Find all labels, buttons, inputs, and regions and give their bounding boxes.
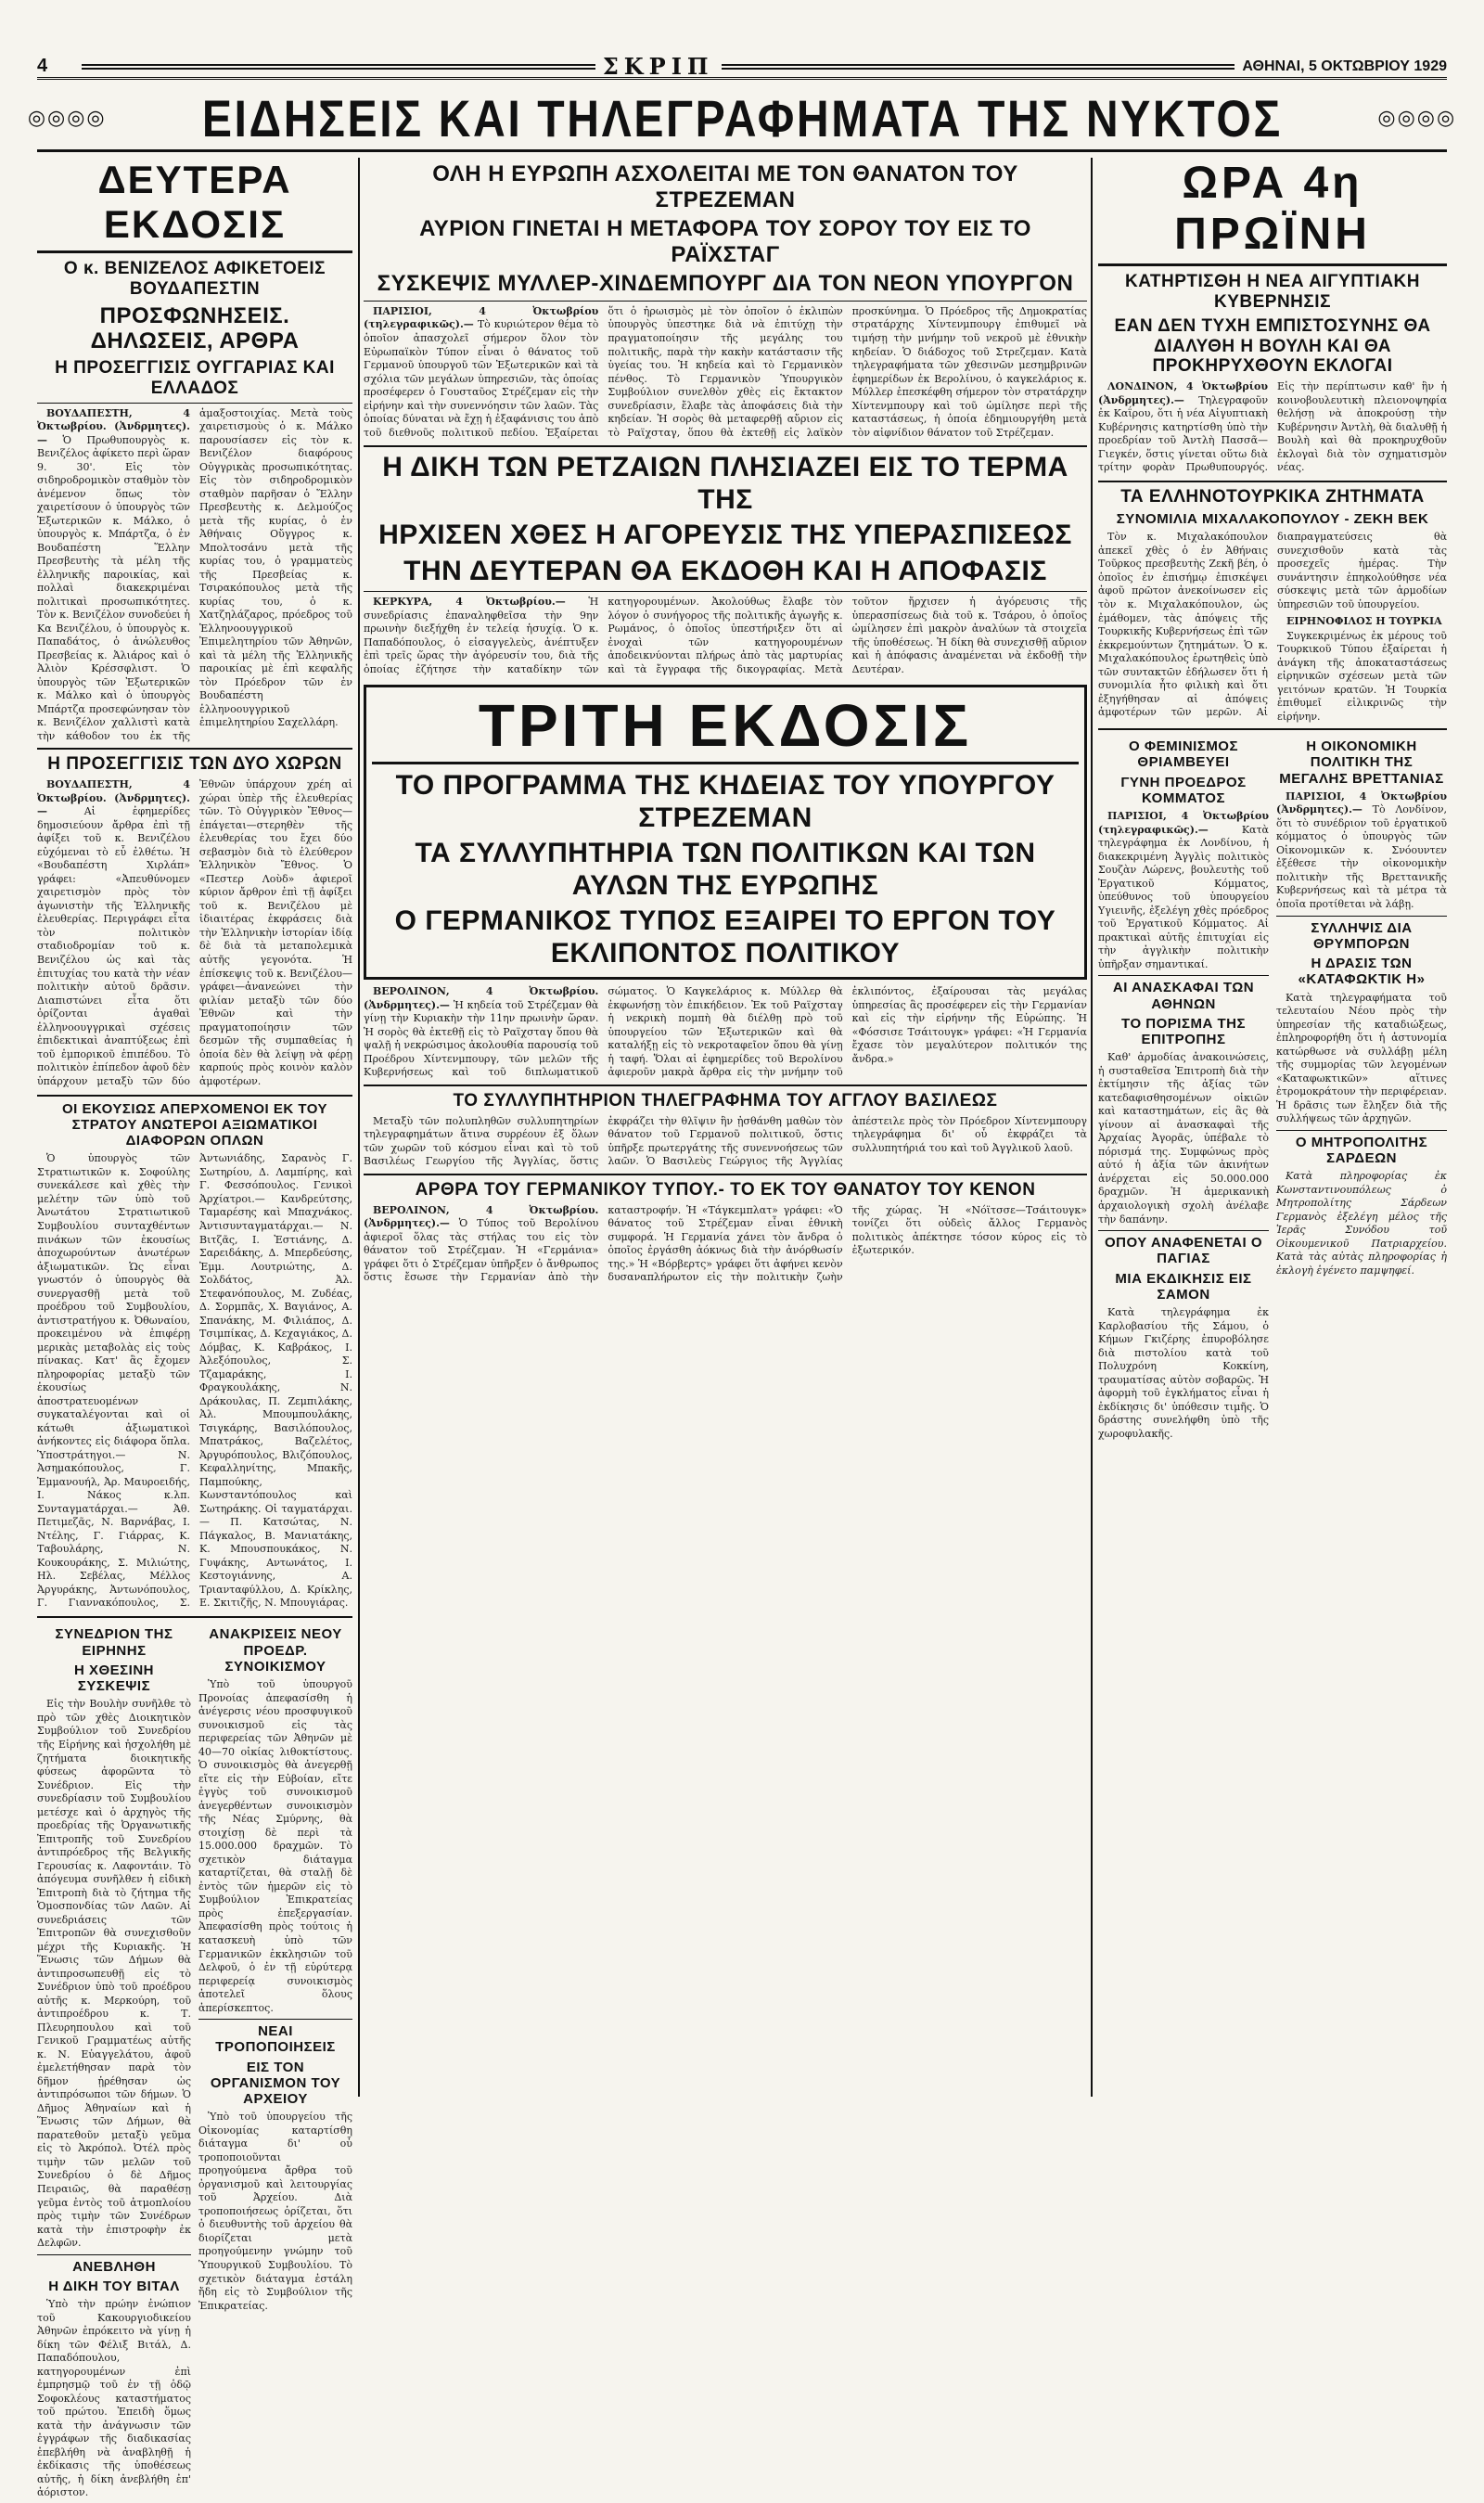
- headline: Ο ΓΕΡΜΑΝΙΚΟΣ ΤΥΠΟΣ ΕΞΑΙΡΕΙ ΤΟ ΕΡΓΟΝ ΤΟΥ ΕΚΛΙΠΟΝΤΟΣ ΠΟΛΙΤΙΚΟΥ: [394, 905, 1056, 969]
- headline: ΗΡΧΙΣΕΝ ΧΘΕΣ Η ΑΓΟΡΕΥΣΙΣ ΤΗΣ ΥΠΕΡΑΣΠΙΣΕΩΣ: [378, 520, 1072, 551]
- edition-kicker: ΩΡΑ 4η ΠΡΩΪΝΗ: [1098, 158, 1447, 266]
- article-body: [1098, 1051, 1269, 1226]
- article-body: [364, 1204, 1087, 1285]
- top-rule: [722, 64, 1235, 70]
- ornament-icon: ◎◎◎◎: [1377, 107, 1457, 130]
- headline: ΤΑ ΣΥΛΛΥΠΗΤΗΡΙΑ ΤΩΝ ΠΟΛΙΤΙΚΩΝ ΚΑΙ ΤΩΝ ΑΥΛΩΝ ΤΗΣ ΕΥΡΩΠΗΣ: [415, 838, 1036, 901]
- dateline: ΠΑΡΙΣΙΟΙ, 4 Ὀκτωβρίου (τηλεγραφικῶς).—: [1098, 810, 1269, 836]
- headline: ΚΑΤΗΡΤΙΣΘΗ Η ΝΕΑ ΑΙΓΥΠΤΙΑΚΗ ΚΥΒΕΡΝΗΣΙΣ: [1125, 272, 1420, 312]
- bottom-split: [37, 1623, 352, 2502]
- article-body: [37, 1152, 352, 1611]
- body-text: Ὑπὸ τοῦ ὑπουργείου τῆς Οἰκονομίας καταρτίσθη διάταγμα δι' οὗ τροποποιοῦνται προηγούμενα ἄρθρα τοῦ ὀργανισμοῦ καὶ λειτουργίας τοῦ Ἀρχείου. Διὰ τροποποιήσεως ὁρίζεται, ὅτι ὁ διευθυντὴς τοῦ ἀρχείου θὰ διορίζεται μετὰ προηγούμενην γνώμην τοῦ Ὑπουργικοῦ Συμβουλίου. Τὸ σχετικὸν διάταγμα ἐστάλη ἤδη εἰς τὸ Συμβούλιον τῆς Ἐπικρατείας.: [198, 2111, 352, 2312]
- article-peace-congress: [37, 1623, 191, 2502]
- headline: ΤΟ ΠΡΟΓΡΑΜΜΑ ΤΗΣ ΚΗΔΕΙΑΣ ΤΟΥ ΥΠΟΥΡΓΟΥ ΣΤΡΕΖΕΜΑΝ: [395, 770, 1055, 833]
- headline: ΑΝΑΚΡΙΣΕΙΣ ΝΕΟΥ ΠΡΟΕΔΡ. ΣΥΝΟΙΚΙΣΜΟΥ: [209, 1626, 342, 1675]
- page-number: 4: [37, 56, 48, 76]
- section-banner: [27, 87, 1457, 152]
- article-venizelos: [37, 259, 352, 743]
- body-text: Ἡ κηδεία τοῦ Στρέζεμαν θὰ γίνῃ τὴν Κυριακὴν τὴν 11ην πρωινὴν ὥραν. Ἡ σορὸς θὰ ἐκτεθῇ εἰς τὸ Ραϊχσταγ ὅπου θὰ ψαλῇ ἡ νεκρώσιμος ἀκολουθία παρουσίᾳ τοῦ Προέδρου Χίντενμπουργ, τῶν μελῶν τῆς Κυβερνήσεως καὶ τοῦ διπλωματικοῦ σώματος. Ὁ Καγκελάριος κ. Μύλλερ θὰ ἐκφωνήσῃ τὸν ἐπικήδειον. Ἐκ τοῦ Ραϊχσταγ ἡ νεκρικὴ πομπὴ θὰ διέλθῃ πρὸ τοῦ ὑπουργείου τῶν Ἐξωτερικῶν καὶ θὰ καταλήξῃ εἰς τὸ νεκροταφεῖον ὅπου θὰ γίνῃ ἡ ταφή. Ὅλαι αἱ ἐφημερίδες τοῦ Βερολίνου ἀφιεροῦν μακρὰ ἄρθρα εἰς τὴν μνήμην τοῦ ἐκλιπόντος, ἐξαίρουσαι τὰς μεγάλας ὑπηρεσίας ἃς προσέφερεν εἰς τὴν Γερμανίαν καὶ εἰς τὴν εἰρήνην τῆς Εὐρώπης. Ἡ «Φόσσισε Τσάιτουγκ» γράφει: «Ἡ Γερμανία ἔχασε τὸν μεγαλύτερον πολιτικόν της ἄνδρα.»: [364, 985, 1087, 1079]
- body-text: Ὁ ὑπουργὸς τῶν Στρατιωτικῶν κ. Σοφούλης συνεκάλεσε καὶ χθὲς τὴν μελέτην τῶν ὑπὸ τοῦ Ἀνωτάτου Στρατιωτικοῦ Συμβουλίου συνταχθέντων πινάκων τῶν ἑκουσίως ἀποχωρούντων ἀνωτέρων ἀξιωματικῶν. Ὡς εἶναι γνωστόν ὁ ὑπουργὸς θὰ συνεργασθῇ μετὰ τοῦ προέδρου τοῦ Συμβουλίου, ἀντιστρατήγου κ. Ὀθωναίου, προκειμένου νὰ ἐπιφέρῃ μερικὰς μεταβολὰς εἰς τοὺς πίνακας. Κατ' ἃς ἔχομεν πληροφορίας μεταξὺ τῶν ἑκουσίως ἀποστρατευομένων συγκαταλέγονται καὶ οἱ κάτωθι ἀξιωματικοὶ ἀνήκοντες εἰς διάφορα ὅπλα. Ὑποστράτηγοι.— Ν. Ἀσημακόπουλος, Γ. Ἐμμανουήλ, Ἀρ. Μαυροειδής, Ι. Νάκος κ.λπ. Συνταγματάρχαι.— Ἀθ. Πετιμεζᾶς, Ν. Βαρνάβας, Ι. Ντέλης, Γ. Γιάρρας, Κ. Ταβουλάρης, Ν. Κουκουράκης, Σ. Μιλιώτης, Ηλ. Σεβέλας, Μέλλος Ἀργυράκης, Ἀντωνόπουλος, Γ. Γιαννακόπουλος, Σ. Ἀντωνιάδης, Σαρανὸς Γ. Σωτηρίου, Δ. Λαμπίρης, καὶ Γ. Φεσσόπουλος. Γενικοὶ Ἀρχίατροι.— Κανδρεύτσης, Ταμαρέσης καὶ Μπαχνάκος. Ἀντισυνταγματάρχαι.— Ν. Βιτζᾶς, Ι. Ἐστιάνης, Δ. Σαρειδάκης, Δ. Μπερδεύσης, Ἐμμ. Λουτριώτης, Δ. Σολδάτος, Ἀλ. Στεφανόπουλος, Μ. Ζυδέας, Δ. Σορμπᾶς, Χ. Βαγιάνος, Α. Σπανάκης, Μ. Φιλιάπος, Δ. Τσιμπίκας, Δ. Κεχαγιάκος, Δ. Δόμβας, Κ. Καβράκος, Ι. Ἀλεξόπουλος, Σ. Τζαμαράκης, Ι. Φραγκουλάκης, Ν. Δράκουλας, Π. Ζεμπιλάκης, Ἀλ. Μπουμπουλάκης, Τσιγκάρης, Βασιλόπουλος, Μπατράκος, Βαζελέτος, Ἀργυρόπουλος, Βλιζόπουλος, Κεφαλληνίτης, Μπακῆς, Παμπούκης, Κωνσταντόπουλος καὶ Σωτηράκης. Οἱ ταγματάρχαι.— Π. Κατσώτας, Ν. Πάγκαλος, Β. Μανιατάκης, Κ. Μπουσπουκάκος, Ν. Γυψάκης, Αντωνάτος, Ι. Κεστογιάννης, Α. Τριανταφύλλου, Δ. Κρίκλης, Ε. Σκιτιζῆς, Ν. Μπουγιάρας.: [37, 1152, 352, 1610]
- dateline: ΠΑΡΙΣΙΟΙ, 4 Ὀκτωβρίου (τηλεγραφικῶς).—: [364, 304, 599, 331]
- headline: ΑΡΘΡΑ ΤΟΥ ΓΕΡΜΑΝΙΚΟΥ ΤΥΠΟΥ.- ΤΟ ΕΚ ΤΟΥ ΘΑΝΑΤΟΥ ΤΟΥ ΚΕΝΟΝ: [415, 1179, 1036, 1200]
- article-body: [37, 1698, 191, 2250]
- article-body: [364, 1115, 1087, 1169]
- right-split: [1098, 735, 1447, 1444]
- headline: ΣΥΝΟΜΙΛΙΑ ΜΙΧΑΛΑΚΟΠΟΥΛΟΥ - ΖΕΚΗ ΒΕΚ: [1116, 511, 1429, 528]
- headline: ΤΟ ΠΟΡΙΣΜΑ ΤΗΣ ΕΠΙΤΡΟΠΗΣ: [1121, 1015, 1246, 1048]
- headline: ΓΥΝΗ ΠΡΟΕΔΡΟΣ ΚΟΜΜΑΤΟΣ: [1120, 774, 1247, 806]
- headline: ΕΑΝ ΔΕΝ ΤΥΧΗ ΕΜΠΙΣΤΟΣΥΝΗΣ ΘΑ ΔΙΑΛΥΘΗ Η ΒΟΥΛΗ ΚΑΙ ΘΑ ΠΡΟΚΗΡΥΧΘΟΥΝ ΕΚΛΟΓΑΙ: [1114, 315, 1431, 377]
- column-center: [364, 158, 1087, 2097]
- article-german-press: [364, 1180, 1087, 1285]
- article-settlement: [198, 1623, 352, 2502]
- body-text: Αἱ ἐφημερίδες δημοσιεύουν ἄρθρα ἐπὶ τῇ ἀφίξει τοῦ κ. Βενιζέλου εὐχόμεναι τὸ εὖ ἐλθέτω. Ἡ «Βουδαπέστη Χιρλάπ» γράφει: «Ἀπευθύνομεν χαιρετισμὸν πρὸς τὸν ἀγωνιστὴν τῆς Ἑλληνικῆς ἐλευθερίας. Περιγράφει εἶτα τὸν πολιτικὸν σταδιοδρομίαν τοῦ κ. Βενιζέλου ὡς καὶ τὰς ἐπιτυχίας του κατὰ τὴν νέαν πολιτικὴν αὐτοῦ δρᾶσιν. Διαπιστώνει εἶτα ὅτι ὁρίζονται ἀγαθαὶ ἑλληνοουγγρικαὶ σχέσεις ἐπιδεκτικαὶ ἀναπτύξεως ἐπὶ τοῦ ἐμπορικοῦ ἐπιπέδου. Τὸ πολιτικὸν ἐπίπεδον ἀφοῦ δὲν ὑπάρχουν μεταξὺ τῶν δύο Ἐθνῶν ὑπάρχουν χρέη αἱ χώραι ὑπὲρ τῆς ἐλευθερίας τῶν. Τὸ Οὐγγρικὸν Ἔθνος—ἐπάγεται—στερηθὲν τῆς ἐλευθερίας του ἔχει δύο σεβασμὸν διὰ τὸ ἐλεύθερον Ἑλληνικὸν Ἔθνος. Ὁ «Πεστερ Λοὺδ» ἀφιεροῖ κύριον ἄρθρον ἐπὶ τῇ ἀφίξει τοῦ κ. Βενιζέλου μὲ ἰδιαιτέρας ἐκφράσεις διὰ τὴν Ἑλληνικὴν ἱστορίαν ἰδίᾳ δὲ διὰ τὰ μεταπολεμικὰ αὐτῆς γεγονότα. Ἡ ἐπίσκεψις τοῦ κ. Βενιζέλου—γράφει—ἀνανεώνει τὴν φιλίαν μεταξὺ τῶν δύο Ἐθνῶν καὶ τὴν πραγματοποίησιν τῶν δεσμῶν τῆς συμπαθείας ἡ ὁποία δὲν θὰ λείψῃ νὰ φέρῃ καρπούς πρὸς κοινὸν καλὸν ἀμφοτέρων.: [37, 778, 352, 1087]
- article-body: [37, 778, 352, 1089]
- banner-title: ΕΙΔΗΣΕΙΣ ΚΑΙ ΤΗΛΕΓΡΑΦΗΜΑΤΑ ΤΗΣ ΝΥΚΤΟΣ: [201, 89, 1283, 148]
- body-text: Ὁ Πρωθυπουργὸς κ. Βενιζέλος ἀφίκετο περὶ ὥραν 9. 30'. Εἰς τὸν σιδηροδρομικὸν σταθμὸν τὸν ἀνέμενον ὅπως τὸν χαιρετίσουν ὁ ὑπουργὸς τῶν Ἐξωτερικῶν κ. Μάλκο, ὁ ὑπουργὸς κ. Μπάρτζα, ὁ ἐν Βουδαπέστη Ἕλλην Πρεσβευτὴς τὰ μέλη τῆς ἑλληνικῆς παροικίας, καὶ πολλαὶ διακεκριμέναι πολιτικαὶ προσωπικότητες. Τὸν κ. Βενιζέλον συνοδεύει ἡ Κα Βενιζέλου, ὁ ὑπουργὸς κ. Παπαδάτος, ὁ ἀνώλευθος Πρεσβείας κ. Ἀλιάρος καὶ ὁ Ἀλιὸν Κρέσσφλιστ. Ὁ ὑπουργὸς τῶν Ἐξωτερικῶν κ. Μάλκο καὶ ὁ ὑπουργὸς Μπάρτζα προσεφώνησαν τὸν κ. Βενιζέλον χαλλιστὶ κατὰ τὴν κάθοδον του ἐκ τῆς ἁμαξοστοιχίας. Μετὰ τοὺς χαιρετισμοὺς ὁ κ. Μάλκο παρουσίασεν εἰς τὸν κ. Βενιζέλον διαφόρους Οὐγγρικὰς προσωπικότητας. Εἰς τὸν σιδηροδρομικὸν σταθμὸν παρῆσαν ὁ Ἕλλην Πρεσβευτὴς κ. Δελμούζος μετὰ τῆς κυρίας, ὁ ἐν Ἀθήναις Οὔγγρος κ. Μπολτοσάνυ μετὰ τῆς κυρίας του, ὁ γραμματεὺς τῆς Πρεσβείας κ. Τσιρακόπουλος μετὰ τῆς κυρίας του, ὁ κ. Χατζηλάζαρος, πρόεδρος τοῦ Ἑλληνοουγγρικοῦ Ἐπιμελητηρίου τῶν Ἀθηνῶν, καὶ τὰ μέλη τῆς Ἑλληνικῆς παροικίας μὲ ἐπὶ κεφαλῆς τὸν Πρόεδρον τῶν ἐν Βουδαπέστη ἑλληνοουγγρικοῦ ἐπιμελητηρίου Σαχελλάρη.: [37, 406, 352, 742]
- article-officers: [37, 1101, 352, 1612]
- headline: ΟΙ ΕΚΟΥΣΙΩΣ ΑΠΕΡΧΟΜΕΝΟΙ ΕΚ ΤΟΥ ΣΤΡΑΤΟΥ ΑΝΩΤΕΡΟΙ ΑΞΙΩΜΑΤΙΚΟΙ ΔΙΑΦΟΡΩΝ ΟΠΛΩΝ: [61, 1100, 328, 1149]
- headline: ΤΟ ΣΥΛΛΥΠΗΤΗΡΙΟΝ ΤΗΛΕΓΡΑΦΗΜΑ ΤΟΥ ΑΓΓΛΟΥ ΒΑΣΙΛΕΩΣ: [453, 1090, 998, 1110]
- headline: ΤΗΝ ΔΕΥΤΕΡΑΝ ΘΑ ΕΚΔΟΘΗ ΚΑΙ Η ΑΠΟΦΑΣΙΣ: [403, 555, 1047, 586]
- headline: ΤΑ ΕΛΛΗΝΟΤΟΥΡΚΙΚΑ ΖΗΤΗΜΑΤΑ: [1120, 487, 1425, 507]
- dateline: ΒΕΡΟΛΙΝΟΝ, 4 Ὀκτωβρίου. (Ἀνδρμητες).—: [364, 1203, 599, 1230]
- headline: Ο ΦΕΜΙΝΙΣΜΟΣ ΘΡΙΑΜΒΕΥΕΙ: [1129, 738, 1238, 771]
- dateline: ΒΕΡΟΛΙΝΟΝ, 4 Ὀκτωβρίου. (Ἀνδρμητες).—: [364, 985, 599, 1011]
- body-text: Εἰς τὴν Βουλὴν συνῆλθε τὸ πρὸ τῶν χθὲς Διοικητικὸν Συμβούλιον τοῦ Συνεδρίου τῆς Εἰρήνης καὶ ἠσχολήθη μὲ ζητήματα διοικητικῆς φύσεως ἀφορῶντα τὸ Συνέδριον. Εἰς τὴν συνεδρίασιν τοῦ Συμβουλίου μετέσχε καὶ ὁ ἀρχηγὸς τῆς προεδρίας τῆς Ὀργανωτικῆς Ἐπιτροπῆς τοῦ Συνεδρίου ἀντιπρόεδρος τῆς Βελγικῆς Γερουσίας κ. Λαφοντάιν. Τὸ ἀπόγευμα συνῆλθεν ἡ εἰδικὴ Ἐπιτροπὴ διὰ τὸ ζήτημα τῆς Ὁμοσπονδίας τῶν Λαῶν. Αἱ συνεδριάσεις τῶν Ἐπιτροπῶν θὰ συνεχισθοῦν μέχρι τῆς Κυριακῆς. Ἡ Ἕνωσις τῶν Δήμων θὰ ἀντιπροσωπευθῇ εἰς τὸ Συνέδριον ὑπὸ τοῦ προέδρου αὐτῆς κ. Μερκούρη, τοῦ ἀντιπροέδρου κ. Τ. Πλευρηπουλου καὶ τοῦ Γενικοῦ Γραμματέως αὐτῆς κ. Ν. Εὐαγγελάτου, ἀφοῦ ἐμελετήθησαν παρὰ τὸν δῆμον ᾑρέθησαν ὡς ἀντιπρόσωποι τῶν δήμων. Ὁ Δῆμος Ἀθηναίων καὶ ἡ Ἕνωσις τῶν Δήμων, θὰ παρατεθοῦν μεταξὺ γεῦμα εἰς τὸ Ἀκρόπολ. Ὀτέλ πρὸς τιμὴν τῶν μελῶν τοῦ Συνεδρίου ὁ δὲ Δῆμος Πειραιῶς, θὰ παραθέσῃ γεῦμα ἐντὸς τοῦ ἀτμοπλοίου πρὸς τιμὴν τῶν Συνέδρων κατὰ τὴν ἐπιστροφὴν ἐκ Δελφῶν.: [37, 1698, 191, 2250]
- headline: Η ΔΙΚΗ ΤΩΝ ΡΕΤΖΑΙΩΝ ΠΛΗΣΙΑΖΕΙ ΕΙΣ ΤΟ ΤΕΡΜΑ ΤΗΣ: [382, 452, 1068, 515]
- body-text: Κατὰ τηλεγράφημα ἐκ Καρλοβασίου τῆς Σάμου, ὁ Κήμων Γκιζέρης ἐπυροβόλησε διὰ πιστολίου κατὰ τοῦ Πολυχρόνη Κοκκίνη, τραυματίσας αὐτὸν σοβαρῶς. Ἡ ἀφορμὴ τοῦ ἐγκλήματος εἶναι ἡ ἐκδίκησις δι' ὑπόθεσιν τιμῆς. Ὁ δράστης συνελήφθη ὑπὸ τῆς χωροφυλακῆς.: [1098, 1306, 1269, 1440]
- headline: ΣΥΣΚΕΨΙΣ ΜΥΛΛΕΡ-ΧΙΝΔΕΜΠΟΥΡΓ ΔΙΑ ΤΟΝ ΝΕΟΝ ΥΠΟΥΡΓΟΝ: [377, 271, 1074, 297]
- dateline: ΒΟΥΔΑΠΕΣΤΗ, 4 Ὀκτωβρίου. (Ἀνδρμητες).—: [37, 406, 190, 446]
- body-text: Ὁ Τύπος τοῦ Βερολίνου ἀφιεροῖ ὅλας τὰς στήλας του εἰς τὸν θάνατον τοῦ Στρέζεμαν. Ἡ «Γερμάνια» γράφει ὅτι ὁ Στρέζεμαν ὑπῆρξεν ὁ ἄνθρωπος ὅστις ἔσωσε τὴν Γερμανίαν ἀπὸ τὴν καταστροφήν. Ἡ «Τάγκεμπλατ» γράφει: «Ὁ θάνατος τοῦ Στρέζεμαν εἶναι ἐθνικὴ συμφορά. Ἡ Γερμανία χάνει τὸν ἄνδρα ὁ ὁποῖος ἐργάσθη ἀόκνως διὰ τὴν ἀνόρθωσίν της.» Ἡ «Βόρβερτς» γράφει ὅτι ἀφήνει κενὸν δυσαναπλήρωτον εἰς τὴν πολιτικὴν ζωὴν τῆς χώρας. Ἡ «Νόϊτσσε—Τσάιτουγκ» τονίζει ὅτι οὐδεὶς ἄλλος Γερμανὸς πολιτικὸς ἀπέκτησε τόσον κύρος εἰς τὸ ἐξωτερικόν.: [364, 1203, 1087, 1284]
- column-right: [1091, 158, 1447, 2097]
- headline: ΣΥΝΕΔΡΙΟΝ ΤΗΣ ΕΙΡΗΝΗΣ: [55, 1626, 173, 1659]
- body-text: Ὑπὸ τὴν πρώην ἐνώπιον τοῦ Κακουργιοδικείου Ἀθηνῶν ἐπρόκειτο νὰ γίνῃ ἡ δίκη τῶν Φέλιξ Βιτάλ, Δ. Παπαδόπουλου, κατηγορουμένων ἐπὶ ἐμπρησμῷ τοῦ ἐν τῇ ὁδῷ Σοφοκλέους καταστήματος τοῦ πρώτου. Ἐπειδὴ ὅμως κατὰ τὴν ἀνάγνωσιν τῶν ἐγγράφων τῆς διαδικασίας ἐπεβλήθη νὰ ἀναβληθῇ ἡ ἐκδίκασις τῆς ὑποθέσεως αὐτῆς, ἡ δίκη ἀνεβλήθη ἐπ' ἀόριστον.: [37, 2298, 191, 2499]
- headline: Ο ΜΗΤΡΟΠΟΛΙΤΗΣ ΣΑΡΔΕΩΝ: [1295, 1134, 1428, 1166]
- headline: Η ΠΡΟΣΕΓΓΙΣΙΣ ΤΩΝ ΔΥΟ ΧΩΡΩΝ: [47, 754, 342, 775]
- edition-kicker: ΤΡΙΤΗ ΕΚΔΟΣΙΣ: [372, 691, 1079, 764]
- dateline: ΛΟΝΔΙΝΟΝ, 4 Ὀκτωβρίου (Ἀνδρμητες).—: [1098, 380, 1268, 406]
- article-body: [1098, 380, 1447, 476]
- body-text: Συγκεκριμένως ἐκ μέρους τοῦ Τουρκικοῦ Τύπου ἐξαίρεται ἡ ἀνάγκη τῆς ἀποκαταστάσεως εἰρηνικῶν σχέσεων μετὰ τῶν γειτόνων κρατῶν. Ἡ Τουρκία ἐπιθυμεῖ εἰλικρινῶς τὴν εἰρήνην.: [1277, 629, 1447, 723]
- headline: ΟΠΟΥ ΑΝΑΦΕΝΕΤΑΙ Ο ΠΑΓΙΑΣ: [1105, 1235, 1262, 1267]
- issue-date: ΑΘΗΝΑΙ, 5 ΟΚΤΩΒΡΙΟΥ 1929: [1242, 58, 1447, 74]
- top-rule: [82, 64, 595, 70]
- left-half: [1098, 735, 1269, 1444]
- article-body: [1098, 810, 1269, 971]
- article-stresemann: [364, 161, 1087, 441]
- subheading: ΕΙΡΗΝΟΦΙΛΟΣ Η ΤΟΥΡΚΙΑ: [1286, 614, 1442, 627]
- body-text: Τὸ κυριώτερον θέμα τὸ ὁποῖον ἀπασχολεῖ σήμερον ὅλον τὸν Εὐρωπαϊκὸν Τύπον εἶναι ὁ θάνατος τοῦ Γερμανοῦ ὑπουργοῦ τῶν Ἐξωτερικῶν καὶ τὰ σχόλια τῶν μεγάλων ὑπηρεσιῶν, τὰς ὁποίας προσέφερεν ὁ Γουσταῦος Στρέζεμαν εἰς τὴν εἰρήνην καὶ τὴν συνεννόησιν τῶν λαῶν. Τὰς ὁποίας δύναται νὰ ἔχῃ ἡ ἐξαφάνισις του ἀπὸ τοῦ διεθνοῦς πολιτικοῦ πεδίου. Ἐξαίρεται ὅτι ὁ ἠρωισμὸς μὲ τὸν ὁποῖον ὁ ἐκλιπὼν ὑπουργὸς ὑπεστηκε διὰ νὰ ἐπιτύχῃ τὴν πραγματοποίησιν τῆς μεγάλης του πολιτικῆς, παρὰ τὴν κακὴν κατάστασιν τῆς ὑγείας του. Ἡ κηδεία καὶ τὸ Γερμανικὸν πένθος. Τὸ Γερμανικὸν Ὑπουργικὸν Συμβούλιον συνελθὸν χθὲς εἰς ἔκτακτον συνεδρίασιν, ἔλαβε τὰς ἀποφάσεις διὰ τὴν κηδείαν. Ἡ σορὸς θὰ μεταφερθῇ αὔριον εἰς τὸ Ραϊχσταγ, ὅπου θὰ ἐκτεθῇ εἰς λαϊκὸν προσκύνημα. Ὁ Πρόεδρος τῆς Δημοκρατίας στρατάρχης Χίντενμπουργ ἐπιθυμεῖ νὰ τιμήσῃ τὴν μνήμην τοῦ νεκροῦ μὲ ἐθνικὴν κηδείαν. Ὁ διάδοχος τοῦ Στρεζεμαν. Κατὰ τηλεγραφήματα τῶν χθεσινῶν μεσημβρινῶν ἐφημερίδων ἐκ Βερολίνου, ὁ καγκελάριος κ. Μύλλερ ἐπεσκέφθη σήμερον τὸν στρατάρχην Χίντενμπουργ καὶ τοῦ ὡμίλησε περὶ τῆς καταστάσεως, ἡ ὁποία ἐδημιουργήθη μετὰ τὸν αἰφνίδιον θάνατον τοῦ Στρέζεμαν.: [364, 304, 1087, 439]
- headline: ΜΙΑ ΕΚΔΙΚΗΣΙΣ ΕΙΣ ΣΑΜΟΝ: [1115, 1270, 1252, 1303]
- article-greco-turkish: [1098, 487, 1447, 724]
- article-body: [364, 985, 1087, 1080]
- dateline: ΚΕΡΚΥΡΑ, 4 Ὀκτωβρίου.—: [373, 596, 566, 609]
- body-text: Μεταξὺ τῶν πολυπληθῶν συλλυπητηρίων τηλεγραφημάτων ἅτινα συρρέουν ἐξ ὅλων τῶν χωρῶν τοῦ κόσμου εἶναι καὶ τὸ τοῦ Βασιλέως Γεωργίου τῆς Ἀγγλίας, ὅστις ἐκφράζει τὴν θλῖψιν ἣν ᾐσθάνθη μαθὼν τὸν θάνατον τοῦ Γερμανοῦ πολιτικοῦ, ὅστις ὑπῆρξε πρωτεργάτης τῆς συνεννοήσεως τῶν λαῶν. Ὁ Βασιλεὺς Γεώργιος τῆς Ἀγγλίας ἀπέστειλε πρὸς τὸν Πρόεδρον Χίντενμπουργ τηλεγράφημα δι' οὗ ἐκφράζει τὰ συλλυπητήριά του καὶ τοῦ Ἀγγλικοῦ λαοῦ.: [364, 1114, 1087, 1168]
- headline: ΑΥΡΙΟΝ ΓΙΝΕΤΑΙ Η ΜΕΤΑΦΟΡΑ ΤΟΥ ΣΟΡΟΥ ΤΟΥ ΕΙΣ ΤΟ ΡΑΪΧΣΤΑΓ: [419, 216, 1031, 267]
- body-text: Τὸ Λονδίνον, ὅτι τὸ συνέδριον τοῦ ἐργατικοῦ κόμματος ὁ ὑπουργὸς τῶν Οἰκονομικῶν κ. Σνόουντεν ἐξέθεσε τὴν οἰκονομικὴν πολιτικὴν τῆς Βρεττανικῆς Κυβερνήσεως καὶ τὰ μέτρα τὰ ὁποῖα προτίθεται νὰ λάβῃ.: [1276, 803, 1448, 910]
- headline: Η ΟΙΚΟΝΟΜΙΚΗ ΠΟΛΙΤΙΚΗ ΤΗΣ ΜΕΓΑΛΗΣ ΒΡΕΤΤΑΝΙΑΣ: [1279, 738, 1444, 787]
- headline: ΟΛΗ Η ΕΥΡΩΠΗ ΑΣΧΟΛΕΙΤΑΙ ΜΕ ΤΟΝ ΘΑΝΑΤΟΝ ΤΟΥ ΣΤΡΕΖΕΜΑΝ: [432, 161, 1018, 212]
- headline: ΕΙΣ ΤΟΝ ΟΡΓΑΝΙΣΜΟΝ ΤΟΥ ΑΡΧΕΙΟΥ: [210, 2059, 341, 2108]
- headline: Η ΔΙΚΗ ΤΟΥ ΒΙΤΑΛ: [48, 2278, 180, 2294]
- article-king-telegram: [364, 1091, 1087, 1169]
- body-text: Κατὰ τηλεγράφημα ἐκ Λονδίνου, ἡ διακεκριμένη Ἀγγλὶς πολιτικὸς Σουζὰν Λώρενς, βουλευτὴς τοῦ Ἐργατικοῦ Κόμματος, ὑπεύθυνος τοῦ ὑπουργείου Υγιεινῆς, ἐξελέγη χθὲς πρόεδρος τοῦ Ἐργατικοῦ Κόμματος. Αἱ πρακτικαὶ αὐτῆς ἐπιτυχίαι εἰς τὴν ἀγγλικὴν πολιτικὴν ὑπῆρξαν σημαντικαί.: [1098, 823, 1269, 970]
- headline: Ο κ. ΒΕΝΙΖΕΛΟΣ ΑΦΙΚΕΤΟΕΙΣ ΒΟΥΔΑΠΕΣΤΙΝ: [63, 259, 326, 299]
- body-text: Τηλεγραφοῦν ἐκ Καΐρου, ὅτι ἡ νέα Αἰγυπτιακὴ Κυβέρνησις κατηρτίσθη ὑπὸ τὴν προεδρίαν τοῦ Ἀντλὴ Πασσᾶ—Γιεγκέν, ὅστις γίνεται οὕτω διὰ τρίτην φορὰν Πρωθυπουργός. Εἰς τὴν περίπτωσιν καθ' ἣν ἡ κοινοβουλευτικὴ πλειονοψηφία θελήσῃ νὰ ἀποκρούσῃ τὴν Κυβέρνησιν Ἀντλὴ, θὰ διαλυθῇ ἡ Βουλὴ καὶ θὰ προκηρυχθοῦν ἐκλογαὶ διὰ τὸν σχηματισμὸν νέας.: [1098, 380, 1447, 474]
- headline: Η ΠΡΟΣΕΓΓΙΣΙΣ ΟΥΓΓΑΡΙΑΣ ΚΑΙ ΕΛΛΑΔΟΣ: [55, 357, 335, 398]
- article-rapprochement: [37, 754, 352, 1089]
- body-text: Κατὰ πληροφορίας ἐκ Κωνσταντινουπόλεως ὁ Μητροπολίτης Σάρδεων Γερμανὸς ἐξελέγη μέλος τῆς Ἱερᾶς Συνόδου τοῦ Οἰκουμενικοῦ Πατριαρχείου. Κατὰ τὰς αὐτὰς πληροφορίας ἡ ἐκλογὴ ἐγένετο παμψηφεί.: [1276, 1170, 1447, 1277]
- headline: ΣΥΛΛΗΨΙΣ ΔΙΑ ΘΡΥΜΠΟΡΩΝ: [1311, 919, 1413, 952]
- article-egypt: [1098, 272, 1447, 476]
- body-text: Ὑπὸ τοῦ ὑπουργοῦ Προνοίας ἀπεφασίσθη ἡ ἀνέγερσις νέου προσφυγικοῦ συνοικισμοῦ εἰς τὰς περιφερείας τῶν Ἀθηνῶν μὲ 40—70 οἰκίας λιθοκτίστους. Ὁ συνοικισμὸς θὰ ἀνεγερθῇ εἴτε εἰς τὴν Εὐβοίαν, εἴτε ἐγγὺς τοῦ συνοικισμοῦ ἀνεγερθέντων συνοικισμὸν τῆς Νέας Σμύρνης, θὰ στοιχίσῃ δὲ περὶ τὰ 15.000.000 δραχμῶν. Τὸ σχετικὸν διάταγμα καταρτίζεται, θὰ σταλῇ δὲ ἐντὸς τῶν ἡμερῶν εἰς τὸ Συμβούλιον Ἐπικρατείας πρὸς ἐπεξεργασίαν. Ἀπεφασίσθη πρὸς τούτοις ἡ κατασκευὴ ὑπὸ τῶν Γερμανικῶν ἐκκλησιῶν τοῦ Δελφοῦ, ὁ ἐν τῇ εὐρύτερᾳ περιφερείᾳ συνοικισμὸς ἀποτελεῖ ὅλους ἀπερίσκεπτος.: [198, 1678, 352, 2014]
- body-text: Κατὰ τηλεγραφήματα τοῦ τελευταίου Νέου πρὸς τὴν ὑπηρεσίαν τῆς καταδιώξεως, ἐπληροφορήθη ὅτι ἡ ἀστυνομία κατώρθωσε νὰ συλλάβῃ μέλη τῆς συμμορίας τῶν λεγομένων «Καταφωκτικῶν» αἵτινες ἐτρομοκράτουν τὴν περιφέρειαν. Ἡ δρᾶσις των ἔληξεν διὰ τῆς συλλήψεως τῶν ἀρχηγῶν.: [1276, 991, 1447, 1125]
- article-body: [1276, 1170, 1447, 1277]
- edition-kicker: ΔΕΥΤΕΡΑ ΕΚΔΟΣΙΣ: [37, 158, 352, 253]
- article-body: [1276, 992, 1447, 1126]
- masthead: ΣΚΡΙΠ: [602, 53, 714, 80]
- headline: Η ΧΘΕΣΙΝΗ ΣΥΣΚΕΨΙΣ: [73, 1662, 154, 1695]
- ornament-icon: ◎◎◎◎: [27, 107, 107, 130]
- article-body: [364, 305, 1087, 441]
- dateline: ΠΑΡΙΣΙΟΙ, 4 Ὀκτωβρίου (Ἀνδρμητες).—: [1276, 789, 1447, 816]
- third-edition-box: [364, 685, 1087, 980]
- article-body: [364, 596, 1087, 677]
- body-text: Καθ' ἁρμοδίας ἀνακοινώσεις, ἡ συσταθεῖσα Ἐπιτροπὴ διὰ τὴν ἐκτίμησιν τῆς ἀξίας τῶν κατεδαφισθησομένων οἰκιῶν καὶ καταστημάτων, εἰς ἃς θὰ γίνουν αἱ ἀνασκαφαὶ τῆς Ἀρχαίας Ἀγορᾶς, ὑπέβαλε τὸ πόρισμά της. Συμφώνως πρὸς αὐτό ἡ ἀξία τῶν ἀκινήτων ἀνέρχεται εἰς 50.000.000 δραχμῶν. Ἡ ἀμερικανικὴ ἀρχαιολογικὴ σχολὴ ἀνέλαβε τὴν δαπάνην.: [1098, 1051, 1269, 1226]
- article-retzaioi-trial: [364, 452, 1087, 677]
- article-body: [37, 407, 352, 744]
- headline: ΑΙ ΑΝΑΣΚΑΦΑΙ ΤΩΝ ΑΘΗΝΩΝ: [1112, 980, 1255, 1012]
- headline: ΠΡΟΣΦΩΝΗΣΕΙΣ. ΔΗΛΩΣΕΙΣ, ΑΡΘΡΑ: [90, 302, 300, 354]
- right-half: [1276, 735, 1447, 1444]
- headline: Η ΔΡΑΣΙΣ ΤΩΝ «ΚΑΤΑΦΩΚΤΙΚ Η»: [1298, 956, 1426, 988]
- article-body: [1098, 531, 1447, 724]
- article-body: [1276, 790, 1447, 912]
- article-body: [37, 2298, 191, 2500]
- dateline: ΒΟΥΔΑΠΕΣΤΗ, 4 Ὀκτωβρίου. (Ἀνδρμητες).—: [37, 778, 190, 818]
- headline: ΑΝΕΒΛΗΘΗ: [72, 2258, 156, 2275]
- column-left: [37, 158, 360, 2499]
- body-text: Ἡ συνεδρίασις ἐπαναληφθεῖσα τὴν 9ην πρωινὴν διεξήχθη ἐν τελείᾳ ἡσυχίᾳ. Ὁ κ. Παπαδόπουλος, ὁ εἰσαγγελεὺς, ἀνέπτυξεν ἐπὶ τρεῖς ὥρας τὴν ἀγόρευσίν του, διὰ τῆς ὁποίας ἐζήτησε τὴν καταδίκην τῶν κατηγορουμένων. Ἀκολούθως ἔλαβε τὸν λόγον ὁ συνήγορος τῆς πολιτικῆς ἀγωγῆς κ. Ρωμάνος, ὁ ὁποῖος ὑπεστήριξεν ὅτι αἱ ἐνοχαὶ τῶν κατηγορουμένων ἀποδεικνύονται πλήρως ἀπὸ τὰς μαρτυρίας καὶ τὰ ἔγγραφα τῆς δικογραφίας. Μετὰ τοῦτον ἤρχισεν ἡ ἀγόρευσις τῆς ὑπερασπίσεως διὰ τοῦ κ. Τσάρου, ὁ ὁποῖος ὡμίλησεν ἐπὶ μακρὸν ἀναλύων τὰ στοιχεῖα τῆς ὑποθέσεως. Ἡ δίκη θὰ συνεχισθῇ αὔριον καὶ ἡ ἀπόφασις ἀναμένεται νὰ ἐκδοθῇ τὴν Δευτέραν.: [364, 596, 1087, 675]
- article-body: [1098, 1306, 1269, 1441]
- article-body: [198, 1678, 352, 2015]
- headline: ΝΕΑΙ ΤΡΟΠΟΠΟΙΗΣΕΙΣ: [215, 2023, 336, 2056]
- top-strip: [37, 53, 1447, 80]
- body-text: Τὸν κ. Μιχαλακόπουλον ἀπεκεῖ χθὲς ὁ ἐν Ἀθήναις Τοῦρκος πρεσβευτὴς Ζεκῆ βέη, ὁ ὁποῖος ἐν ἐπισήμῳ ἐπισκέψει ἀφοῦ πρῶτον ἀνεκοίνωσεν εἰς τὸν κ. Μιχαλακόπουλον, ὡς ἐμάθομεν, τὰς ἀπόψεις τῆς Τουρκικῆς Κυβερνήσεως ἐπὶ τῶν ἐκκρεμούντων ζητημάτων. Ὁ κ. Μιχαλακόπουλος ἐρωτηθεὶς ὑπὸ τῶν συντακτῶν ἐδήλωσεν ὅτι ἡ συνομιλία ἦτο φιλικὴ καὶ ὅτι ἐξηγήθησαν αἱ ἀπόψεις ἀμφοτέρων τῶν μερῶν. Αἱ διαπραγματεύσεις θὰ συνεχισθοῦν κατὰ τὰς προσεχεῖς ἡμέρας. Τὴν συνάντησιν ἐπηκολούθησε νέα σύσκεψις μετὰ τῶν ἁρμοδίων ὑπηρεσιῶν τοῦ ὑπουργείου.: [1098, 531, 1447, 719]
- article-body: [198, 2111, 352, 2313]
